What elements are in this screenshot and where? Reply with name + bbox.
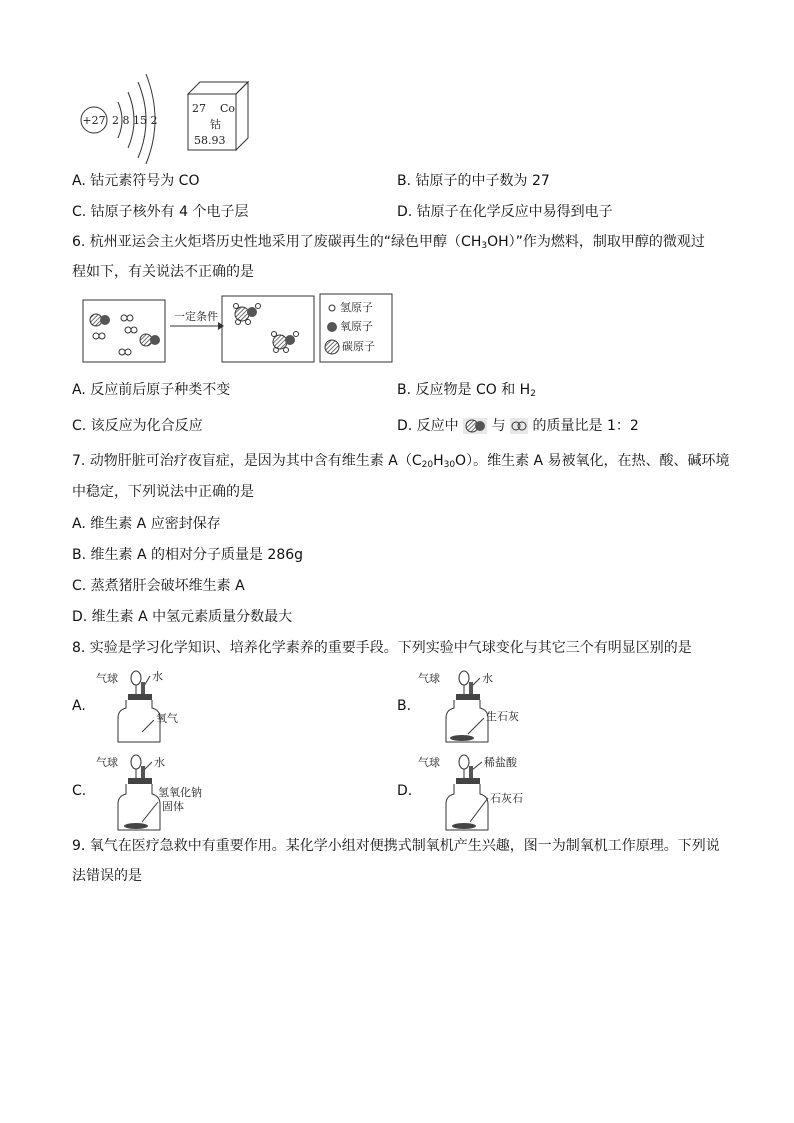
- liquid-label: 水: [154, 756, 165, 769]
- reaction-condition-label: 一定条件: [174, 310, 218, 323]
- nucleus-charge: +27: [82, 114, 106, 127]
- q7-option-d[interactable]: D. 维生素 A 中氢元素质量分数最大: [72, 609, 293, 625]
- q8-stem: 8. 实验是学习化学知识、培养化学素养的重要手段。下列实验中气球变化与其它三个有明显区别的是: [72, 640, 692, 656]
- q8-b-apparatus: [418, 668, 558, 744]
- q7-option-c[interactable]: C. 蒸煮猪肝会破坏维生素 A: [72, 578, 245, 594]
- q5-option-a[interactable]: A. 钴元素符号为 CO: [72, 173, 200, 189]
- element-symbol: Co: [220, 102, 236, 115]
- atomic-mass: 58.93: [194, 134, 226, 147]
- legend-hydrogen: 氢原子: [340, 301, 373, 314]
- q6-stem-line-1: 6. 杭州亚运会主火炬塔历史性地采用了废碳再生的“绿色甲醇$(CH_3OH)$”作为燃料，制取甲醇的微观过: [72, 234, 705, 251]
- liquid-label: 稀盐酸: [484, 756, 517, 769]
- contents-label-line-1: 氢氧化钠: [158, 786, 202, 799]
- q6-stem-line-2: 程如下，有关说法不正确的是: [72, 264, 254, 280]
- q8-option-a-letter[interactable]: A.: [72, 698, 86, 714]
- liquid-label: 水: [482, 672, 493, 685]
- balloon-label: 气球: [418, 756, 440, 769]
- balloon-label: 气球: [96, 672, 118, 685]
- q6-option-d[interactable]: D. 反应中 与 的质量比是 1：2: [397, 418, 639, 434]
- q5-option-b[interactable]: B. 钴原子的中子数为 27: [397, 173, 550, 189]
- contents-label: 生石灰: [486, 710, 519, 723]
- atomic-number: 27: [192, 102, 206, 115]
- q7-option-a[interactable]: A. 维生素 A 应密封保存: [72, 516, 221, 532]
- legend-oxygen: 氧原子: [340, 320, 373, 333]
- contents-label: 石灰石: [490, 792, 523, 805]
- liquid-label: 水: [152, 670, 163, 683]
- q9-stem-line-1: 9. 氧气在医疗急救中有重要作用。某化学小组对便携式制氧机产生兴趣，图一为制氧机工作原理。下列说: [72, 838, 720, 854]
- q7-option-b[interactable]: B. 维生素 A 的相对分子质量是 286g: [72, 547, 304, 563]
- electron-shell-counts: 2 8 15 2: [112, 114, 158, 127]
- q7-stem-line-2: 中稳定，下列说法中正确的是: [72, 484, 254, 500]
- contents-label-line-2: 固体: [162, 800, 184, 813]
- q8-d-apparatus: [418, 752, 558, 832]
- co-molecule-icon: [463, 418, 487, 434]
- q6-option-c[interactable]: C. 该反应为化合反应: [72, 418, 203, 434]
- q8-a-apparatus: [96, 668, 206, 744]
- methanol-reaction-micro-diagram: [82, 292, 394, 366]
- cobalt-atom-structure-diagram: [78, 72, 162, 164]
- q5-option-d[interactable]: D. 钴原子在化学反应中易得到电子: [397, 204, 613, 220]
- q5-option-c[interactable]: C. 钴原子核外有 4 个电子层: [72, 204, 249, 220]
- contents-label: 氧气: [156, 712, 178, 725]
- q6-option-b[interactable]: B. 反应物是 CO 和 $H_2$: [397, 382, 536, 399]
- q9-stem-line-2: 法错误的是: [72, 868, 142, 884]
- balloon-label: 气球: [96, 756, 118, 769]
- q8-option-d-letter[interactable]: D.: [397, 783, 413, 799]
- h2-molecule-icon: [510, 418, 528, 434]
- q8-option-b-letter[interactable]: B.: [397, 698, 412, 714]
- q8-c-apparatus: [96, 752, 236, 832]
- legend-carbon: 碳原子: [342, 340, 375, 353]
- periodic-table-cell-cobalt: [186, 80, 252, 152]
- q7-stem-line-1: 7. 动物肝脏可治疗夜盲症，是因为其中含有维生素 $A(C_{20}H_{30}O)$。维生素 A 易被氧化，在热、酸、碱环境: [72, 453, 730, 470]
- element-name: 钴: [210, 118, 221, 131]
- balloon-label: 气球: [418, 672, 440, 685]
- q6-option-a[interactable]: A. 反应前后原子种类不变: [72, 382, 231, 398]
- q8-option-c-letter[interactable]: C.: [72, 783, 87, 799]
